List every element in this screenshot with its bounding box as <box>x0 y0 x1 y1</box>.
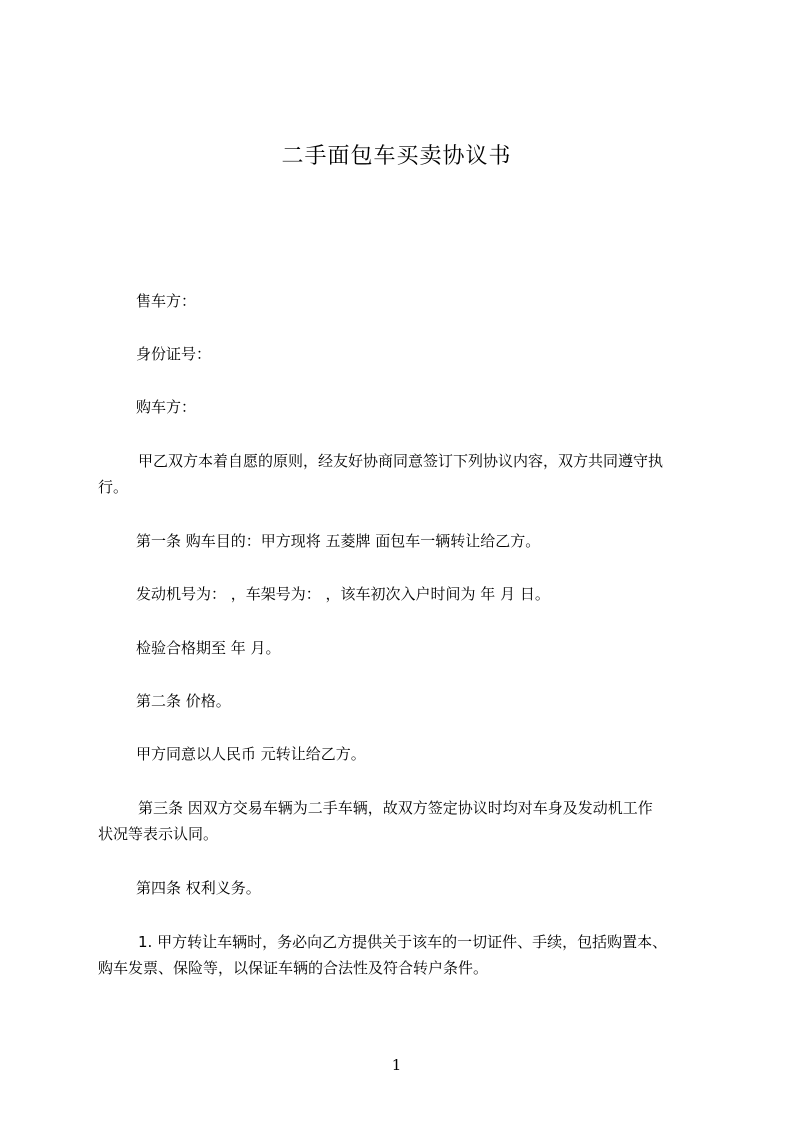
id-number-label: 身份证号： <box>136 345 212 363</box>
intro-line-2: 行。 <box>98 478 129 496</box>
inspection-line: 检验合格期至 年 月。 <box>136 639 281 657</box>
engine-frame-line: 发动机号为： ，车架号为： ，该车初次入户时间为 年 月 日。 <box>136 585 550 603</box>
document-title: 二手面包车买卖协议书 <box>281 144 512 169</box>
intro-paragraph <box>98 448 708 500</box>
clause-1 <box>98 929 708 981</box>
article-3-line-2: 状况等表示认同。 <box>98 825 219 843</box>
article-3 <box>98 795 708 847</box>
buyer-label: 购车方： <box>136 398 197 416</box>
clause-1-line-1: 1. 甲方转让车辆时，务必向乙方提供关于该车的一切证件、手续，包括购置本、 <box>138 933 668 951</box>
page-number: 1 <box>391 1056 402 1074</box>
intro-line-1: 甲乙双方本着自愿的原则，经友好协商同意签订下列协议内容，双方共同遵守执 <box>138 452 664 470</box>
price-line: 甲方同意以人民币 元转让给乙方。 <box>136 745 366 763</box>
article-1: 第一条 购车目的：甲方现将 五菱牌 面包车一辆转让给乙方。 <box>136 532 541 550</box>
article-2: 第二条 价格。 <box>136 692 231 710</box>
clause-1-line-2: 购车发票、保险等，以保证车辆的合法性及符合转户条件。 <box>98 959 489 977</box>
article-4: 第四条 权利义务。 <box>136 879 261 897</box>
article-3-line-1: 第三条 因双方交易车辆为二手车辆，故双方签定协议时均对车身及发动机工作 <box>138 799 653 817</box>
seller-label: 售车方： <box>136 292 197 310</box>
